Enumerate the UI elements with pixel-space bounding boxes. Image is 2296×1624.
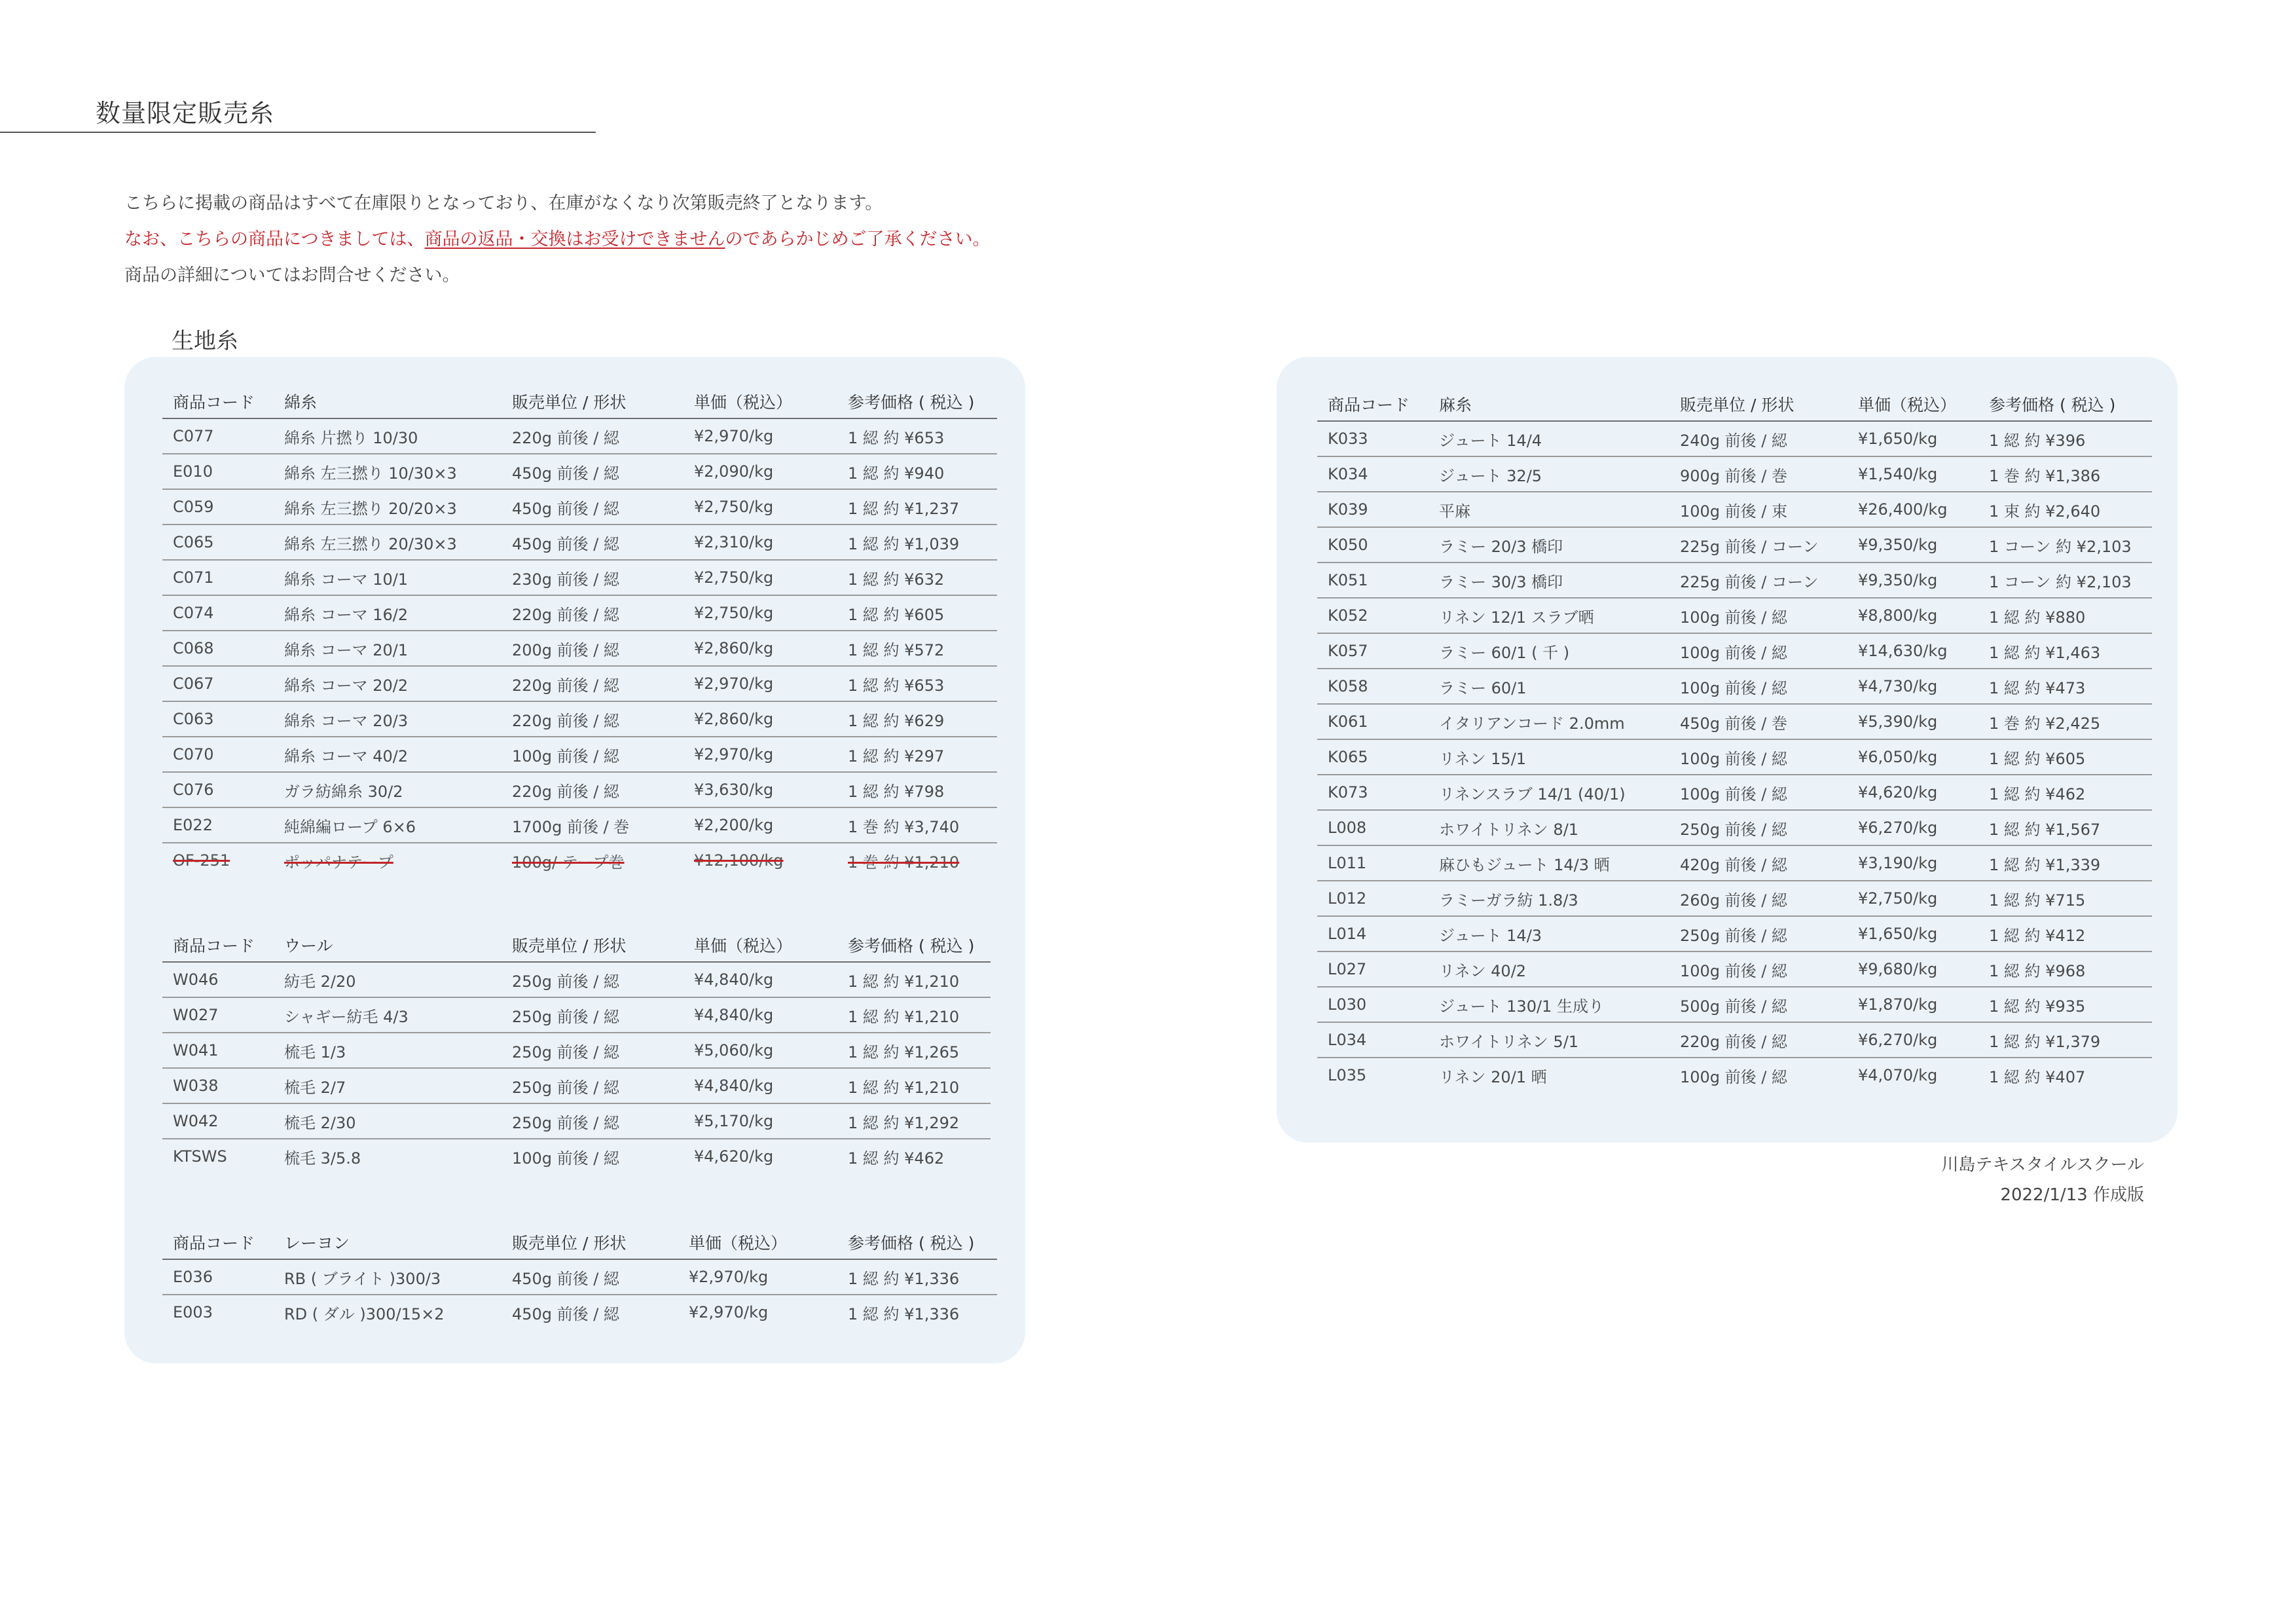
table-cell: 1 綛 約 ¥1,379 xyxy=(1978,1022,2152,1058)
column-header: 商品コード xyxy=(162,1226,274,1259)
table-cell: W038 xyxy=(162,1068,274,1103)
table-cell: 梳毛 2/30 xyxy=(274,1103,501,1139)
table-cell: ¥9,350/kg xyxy=(1848,563,1978,598)
table-row xyxy=(1317,421,2152,456)
table-row xyxy=(162,489,997,525)
column-header: 商品コード xyxy=(1317,388,1429,421)
table-cell: 240g 前後 / 綛 xyxy=(1669,421,1848,456)
table-cell: 1 綛 約 ¥798 xyxy=(837,772,997,807)
table-cell: C063 xyxy=(162,701,274,737)
table-cell: 1 綛 約 ¥715 xyxy=(1978,881,2152,916)
column-header: 販売単位 / 形状 xyxy=(501,929,683,962)
table-cell: OF-251 xyxy=(173,851,230,870)
table-row xyxy=(162,1295,997,1329)
table-row xyxy=(162,772,997,807)
table-cell: 1 綛 約 ¥1,265 xyxy=(837,1033,991,1068)
table-cell: 綿糸 コーマ 20/3 xyxy=(274,701,501,737)
table-cell: ¥2,860/kg xyxy=(683,701,837,737)
table-cell: 綿糸 左三撚り 10/30×3 xyxy=(274,454,501,489)
table-cell: ジュート 130/1 生成り xyxy=(1429,987,1669,1022)
table-row xyxy=(162,1259,997,1295)
column-header: 商品コード xyxy=(162,929,274,962)
table-cell: L011 xyxy=(1317,845,1429,881)
table-cell: リネン 15/1 xyxy=(1429,739,1669,775)
table-cell: ジュート 32/5 xyxy=(1429,456,1669,492)
notice-line-2-pre: なお、こちらの商品につきましては、 xyxy=(124,229,425,249)
table-cell: 梳毛 2/7 xyxy=(274,1068,501,1103)
table-cell: 220g 前後 / 綛 xyxy=(501,701,683,737)
table-cell: 100g 前後 / 綛 xyxy=(1669,951,1848,987)
table-row xyxy=(162,962,991,997)
notice-no-returns: 商品の返品・交換はお受けできません xyxy=(424,229,725,249)
table-cell: 1 束 約 ¥2,640 xyxy=(1978,492,2152,527)
table-cell: ¥6,050/kg xyxy=(1848,739,1978,775)
table-cell: 1 綛 約 ¥1,210 xyxy=(837,997,991,1033)
table-cell: 260g 前後 / 綛 xyxy=(1669,881,1848,916)
table-cell: ¥5,170/kg xyxy=(683,1103,837,1139)
table-cell: E022 xyxy=(162,807,274,843)
table-cell: ¥5,390/kg xyxy=(1848,704,1978,739)
table-cell: E003 xyxy=(173,1303,213,1321)
table-cell: K065 xyxy=(1317,739,1429,775)
table-row xyxy=(162,1033,991,1068)
table-cell: E010 xyxy=(162,454,274,489)
table-cell: ジュート 14/4 xyxy=(1429,421,1669,456)
table-cell: 綿糸 コーマ 20/2 xyxy=(274,666,501,701)
notice-line-1: こちらに掲載の商品はすべて在庫限りとなっており、在庫がなくなり次第販売終了となります。 xyxy=(124,193,883,213)
table-cell: 1 綛 約 ¥412 xyxy=(1978,916,2152,951)
table-cell: ¥12,100/kg xyxy=(694,851,784,870)
table-cell: ¥1,540/kg xyxy=(1848,456,1978,492)
table-cell: 1 綛 約 ¥1,039 xyxy=(837,525,997,560)
table-row xyxy=(162,666,997,701)
table-cell: ¥2,750/kg xyxy=(683,595,837,631)
column-header: レーヨン xyxy=(274,1226,501,1259)
table-cell: 450g 前後 / 綛 xyxy=(501,489,683,525)
table-cell: 225g 前後 / コーン xyxy=(1669,563,1848,598)
table-cell: 1 綛 約 ¥629 xyxy=(837,701,997,737)
table-row xyxy=(162,737,997,772)
table-cell: 1 綛 約 ¥1,210 xyxy=(837,962,991,997)
table-cell: 220g 前後 / 綛 xyxy=(1669,1022,1848,1058)
table-cell: C077 xyxy=(162,418,274,454)
table-row xyxy=(162,843,997,877)
table-cell: ¥2,970/kg xyxy=(689,1303,769,1321)
table-cell: 1 巻 約 ¥2,425 xyxy=(1978,704,2152,739)
table-row xyxy=(1317,492,2152,527)
table-cell: ¥6,270/kg xyxy=(1848,1022,1978,1058)
table-cell: 1 綛 約 ¥880 xyxy=(1978,598,2152,633)
table-cell: 250g 前後 / 綛 xyxy=(501,962,683,997)
table-cell: ¥8,800/kg xyxy=(1848,598,1978,633)
table-cell: ¥4,840/kg xyxy=(683,997,837,1033)
table-cell: K061 xyxy=(1317,704,1429,739)
table-cell: KTSWS xyxy=(173,1147,227,1166)
table-cell: 1 綛 約 ¥473 xyxy=(1978,669,2152,704)
table-cell: 250g 前後 / 綛 xyxy=(1669,916,1848,951)
table-cell: 1 綛 約 ¥940 xyxy=(837,454,997,489)
column-header: 参考価格 ( 税込 ) xyxy=(837,929,991,962)
table-cell: ¥2,970/kg xyxy=(683,418,837,454)
notice-block xyxy=(124,185,990,293)
table-cell: L027 xyxy=(1317,951,1429,987)
table-cell: C059 xyxy=(162,489,274,525)
table-cell: E036 xyxy=(162,1259,274,1295)
table-cell: ¥2,860/kg xyxy=(683,631,837,666)
table-cell: RB ( ブライト )300/3 xyxy=(274,1259,501,1295)
table-cell: ¥2,970/kg xyxy=(683,666,837,701)
table-cell: 250g 前後 / 綛 xyxy=(501,997,683,1033)
table-header-row xyxy=(162,385,997,418)
table-cell: W046 xyxy=(162,962,274,997)
table-cell: ¥2,750/kg xyxy=(1848,881,1978,916)
table-cell: 100g/ テープ巻 xyxy=(512,853,625,872)
table-header-row xyxy=(162,1226,997,1259)
table-cell: 1 綛 約 ¥968 xyxy=(1978,951,2152,987)
table-cell: 1 綛 約 ¥1,336 xyxy=(837,1259,997,1295)
table-cell: ¥6,270/kg xyxy=(1848,810,1978,845)
table-row xyxy=(162,418,997,454)
table-cell: ¥5,060/kg xyxy=(683,1033,837,1068)
column-header: ウール xyxy=(274,929,501,962)
table-cell: 綿糸 片撚り 10/30 xyxy=(274,418,501,454)
table-cell: ¥4,840/kg xyxy=(683,1068,837,1103)
table-cell: ¥1,870/kg xyxy=(1848,987,1978,1022)
table-cell: 1 綛 約 ¥462 xyxy=(848,1149,945,1168)
table-cell: ¥9,680/kg xyxy=(1848,951,1978,987)
table-cell: ¥2,200/kg xyxy=(683,807,837,843)
table-cell: RD ( ダル )300/15×2 xyxy=(284,1304,445,1323)
table-header-row xyxy=(162,929,991,962)
table-cell: 1 綛 約 ¥605 xyxy=(1978,739,2152,775)
table-cell: リネンスラブ 14/1 (40/1) xyxy=(1429,775,1669,810)
table-cell: ¥4,730/kg xyxy=(1848,669,1978,704)
hemp-yarn-table xyxy=(1317,388,2152,1092)
table-cell: ¥4,620/kg xyxy=(694,1147,774,1166)
footer-org: 川島テキスタイルスクール xyxy=(1941,1155,2144,1175)
table-cell: シャギー紡毛 4/3 xyxy=(274,997,501,1033)
table-row xyxy=(162,454,997,489)
footer-date: 2022/1/13 作成版 xyxy=(2000,1185,2144,1205)
table-cell: K057 xyxy=(1317,633,1429,669)
section-title: 生地糸 xyxy=(172,328,238,354)
column-header: 参考価格 ( 税込 ) xyxy=(1978,388,2152,421)
table-cell: 梳毛 1/3 xyxy=(274,1033,501,1068)
column-header: 販売単位 / 形状 xyxy=(1669,388,1848,421)
table-cell: ジュート 14/3 xyxy=(1429,916,1669,951)
table-cell: ラミー 30/3 橋印 xyxy=(1429,563,1669,598)
table-cell: 綿糸 コーマ 10/1 xyxy=(274,560,501,595)
table-cell: 綿糸 コーマ 16/2 xyxy=(274,595,501,631)
table-cell: ¥2,310/kg xyxy=(683,525,837,560)
notice-line-2-post: のであらかじめご了承ください。 xyxy=(725,229,991,249)
table-cell: ラミーガラ紡 1.8/3 xyxy=(1429,881,1669,916)
table-cell: ¥4,070/kg xyxy=(1858,1066,1938,1084)
table-cell: C076 xyxy=(162,772,274,807)
column-header: 商品コード xyxy=(162,385,274,418)
table-row xyxy=(162,1103,991,1139)
table-row xyxy=(1317,527,2152,563)
table-cell: ¥2,970/kg xyxy=(678,1259,837,1295)
table-row xyxy=(1317,881,2152,916)
table-cell: 1 綛 約 ¥1,336 xyxy=(848,1304,960,1323)
table-cell: 100g 前後 / 束 xyxy=(1669,492,1848,527)
table-row xyxy=(1317,598,2152,633)
table-cell: 1 綛 約 ¥1,339 xyxy=(1978,845,2152,881)
column-header: 綿糸 xyxy=(274,385,501,418)
table-row xyxy=(1317,845,2152,881)
table-cell: 1 綛 約 ¥632 xyxy=(837,560,997,595)
table-cell: 1 綛 約 ¥297 xyxy=(837,737,997,772)
table-cell: 450g 前後 / 綛 xyxy=(501,1259,678,1295)
table-cell: 100g 前後 / 綛 xyxy=(1669,669,1848,704)
table-cell: C065 xyxy=(162,525,274,560)
table-row xyxy=(162,807,997,843)
table-cell: リネン 20/1 晒 xyxy=(1439,1067,1547,1086)
table-cell: L008 xyxy=(1317,810,1429,845)
column-header: 単価（税込） xyxy=(683,385,837,418)
table-cell: 1 巻 約 ¥1,386 xyxy=(1978,456,2152,492)
table-cell: K033 xyxy=(1317,421,1429,456)
table-cell: 1 綛 約 ¥653 xyxy=(837,666,997,701)
table-cell: 230g 前後 / 綛 xyxy=(501,560,683,595)
table-cell: 220g 前後 / 綛 xyxy=(501,666,683,701)
table-row xyxy=(162,525,997,560)
table-cell: 250g 前後 / 綛 xyxy=(1669,810,1848,845)
table-row xyxy=(1317,810,2152,845)
table-cell: 200g 前後 / 綛 xyxy=(501,631,683,666)
table-cell: 450g 前後 / 綛 xyxy=(501,454,683,489)
table-cell: ラミー 60/1 ( 千 ) xyxy=(1429,633,1669,669)
table-cell: 1 綛 約 ¥605 xyxy=(837,595,997,631)
cotton-yarn-table xyxy=(162,385,997,877)
table-cell: 1 巻 約 ¥1,210 xyxy=(848,853,960,872)
table-cell: 100g 前後 / 綛 xyxy=(1669,633,1848,669)
column-header: 販売単位 / 形状 xyxy=(501,385,683,418)
table-cell: C074 xyxy=(162,595,274,631)
table-cell: ラミー 60/1 xyxy=(1429,669,1669,704)
table-cell: 1 綛 約 ¥462 xyxy=(1978,775,2152,810)
table-cell: ホワイトリネン 8/1 xyxy=(1429,810,1669,845)
table-cell: ¥14,630/kg xyxy=(1848,633,1978,669)
table-row xyxy=(1317,775,2152,810)
table-cell: ¥1,650/kg xyxy=(1848,421,1978,456)
column-header: 参考価格 ( 税込 ) xyxy=(837,385,997,418)
table-cell: 1 綛 約 ¥935 xyxy=(1978,987,2152,1022)
table-cell: K039 xyxy=(1317,492,1429,527)
table-row xyxy=(162,1139,991,1173)
table-cell: 450g 前後 / 綛 xyxy=(501,525,683,560)
table-cell: L030 xyxy=(1317,987,1429,1022)
table-cell: 220g 前後 / 綛 xyxy=(501,772,683,807)
table-cell: C070 xyxy=(162,737,274,772)
table-cell: ¥9,350/kg xyxy=(1848,527,1978,563)
table-row xyxy=(1317,1022,2152,1058)
column-header: 参考価格 ( 税込 ) xyxy=(837,1226,997,1259)
table-cell: 1 綛 約 ¥1,567 xyxy=(1978,810,2152,845)
table-cell: ホワイトリネン 5/1 xyxy=(1429,1022,1669,1058)
table-cell: K051 xyxy=(1317,563,1429,598)
table-cell: 100g 前後 / 綛 xyxy=(1680,1067,1788,1086)
table-cell: リネン 40/2 xyxy=(1429,951,1669,987)
table-row xyxy=(1317,739,2152,775)
table-cell: C068 xyxy=(162,631,274,666)
table-row xyxy=(162,631,997,666)
table-row xyxy=(162,701,997,737)
table-cell: C071 xyxy=(162,560,274,595)
table-cell: 100g 前後 / 綛 xyxy=(512,1149,620,1168)
table-cell: ¥2,090/kg xyxy=(683,454,837,489)
table-cell: ラミー 20/3 橋印 xyxy=(1429,527,1669,563)
notice-line-3: 商品の詳細についてはお問合せください。 xyxy=(124,265,460,286)
title-divider xyxy=(0,132,596,133)
table-row xyxy=(1317,987,2152,1022)
table-cell: 1 コーン 約 ¥2,103 xyxy=(1978,527,2152,563)
table-cell: 100g 前後 / 綛 xyxy=(1669,775,1848,810)
table-cell: 250g 前後 / 綛 xyxy=(501,1068,683,1103)
column-header: 単価（税込） xyxy=(1848,388,1978,421)
table-cell: 420g 前後 / 綛 xyxy=(1669,845,1848,881)
table-cell: ¥3,630/kg xyxy=(683,772,837,807)
table-cell: 1700g 前後 / 巻 xyxy=(501,807,683,843)
table-cell: 1 綛 約 ¥1,463 xyxy=(1978,633,2152,669)
table-cell: C067 xyxy=(162,666,274,701)
table-row xyxy=(1317,951,2152,987)
table-cell: W042 xyxy=(162,1103,274,1139)
table-cell: 1 綛 約 ¥1,292 xyxy=(837,1103,991,1139)
table-cell: ¥3,190/kg xyxy=(1848,845,1978,881)
table-cell: リネン 12/1 スラブ晒 xyxy=(1429,598,1669,633)
table-cell: 純綿編ロープ 6×6 xyxy=(274,807,501,843)
table-row xyxy=(162,560,997,595)
table-cell: 250g 前後 / 綛 xyxy=(501,1103,683,1139)
table-cell: 1 綛 約 ¥396 xyxy=(1978,421,2152,456)
table-cell: K052 xyxy=(1317,598,1429,633)
table-cell: 1 綛 約 ¥572 xyxy=(837,631,997,666)
rayon-yarn-table xyxy=(162,1226,997,1329)
table-cell: 1 綛 約 ¥1,210 xyxy=(837,1068,991,1103)
table-row xyxy=(162,1068,991,1103)
table-cell: 450g 前後 / 巻 xyxy=(1669,704,1848,739)
table-row xyxy=(1317,704,2152,739)
column-header: 麻糸 xyxy=(1429,388,1669,421)
table-cell: 100g 前後 / 綛 xyxy=(1669,739,1848,775)
table-cell: K073 xyxy=(1317,775,1429,810)
table-row xyxy=(1317,456,2152,492)
page-title: 数量限定販売糸 xyxy=(96,99,275,128)
table-cell: イタリアンコード 2.0mm xyxy=(1429,704,1669,739)
table-cell: 紡毛 2/20 xyxy=(274,962,501,997)
table-cell: ポッパナテープ xyxy=(284,853,393,872)
table-cell: 220g 前後 / 綛 xyxy=(501,418,683,454)
table-cell: 平麻 xyxy=(1429,492,1669,527)
table-cell: 225g 前後 / コーン xyxy=(1669,527,1848,563)
table-cell: ¥4,840/kg xyxy=(683,962,837,997)
footer xyxy=(1941,1150,2144,1210)
table-row xyxy=(1317,916,2152,951)
table-header-row xyxy=(1317,388,2152,421)
table-cell: 1 コーン 約 ¥2,103 xyxy=(1978,563,2152,598)
table-cell: 100g 前後 / 綛 xyxy=(501,737,683,772)
table-row xyxy=(1317,1058,2152,1092)
table-cell: 100g 前後 / 綛 xyxy=(1669,598,1848,633)
table-cell: 麻ひもジュート 14/3 晒 xyxy=(1429,845,1669,881)
table-cell: K034 xyxy=(1317,456,1429,492)
table-cell: ¥4,620/kg xyxy=(1848,775,1978,810)
table-cell: L035 xyxy=(1328,1066,1367,1084)
table-cell: 450g 前後 / 綛 xyxy=(512,1304,620,1323)
table-cell: K050 xyxy=(1317,527,1429,563)
table-cell: 綿糸 左三撚り 20/30×3 xyxy=(274,525,501,560)
column-header: 販売単位 / 形状 xyxy=(501,1226,678,1259)
table-row xyxy=(1317,633,2152,669)
table-cell: ¥2,970/kg xyxy=(683,737,837,772)
table-cell: ¥26,400/kg xyxy=(1848,492,1978,527)
table-cell: W027 xyxy=(162,997,274,1033)
table-cell: ¥2,750/kg xyxy=(683,560,837,595)
table-cell: 500g 前後 / 綛 xyxy=(1669,987,1848,1022)
table-cell: 900g 前後 / 巻 xyxy=(1669,456,1848,492)
table-cell: 250g 前後 / 綛 xyxy=(501,1033,683,1068)
table-cell: 綿糸 コーマ 20/1 xyxy=(274,631,501,666)
table-cell: 1 綛 約 ¥653 xyxy=(837,418,997,454)
table-cell: 1 綛 約 ¥1,237 xyxy=(837,489,997,525)
table-row xyxy=(162,997,991,1033)
table-cell: ガラ紡綿糸 30/2 xyxy=(274,772,501,807)
column-header: 単価（税込） xyxy=(678,1226,837,1259)
notice-line-2 xyxy=(124,221,990,257)
table-cell: 220g 前後 / 綛 xyxy=(501,595,683,631)
table-cell: L012 xyxy=(1317,881,1429,916)
table-cell: ¥1,650/kg xyxy=(1848,916,1978,951)
table-cell: ¥2,750/kg xyxy=(683,489,837,525)
table-row xyxy=(162,595,997,631)
table-cell: W041 xyxy=(162,1033,274,1068)
table-cell: 1 綛 約 ¥407 xyxy=(1989,1067,2086,1086)
column-header: 単価（税込） xyxy=(683,929,837,962)
table-cell: 1 巻 約 ¥3,740 xyxy=(837,807,997,843)
table-cell: K058 xyxy=(1317,669,1429,704)
table-cell: 綿糸 左三撚り 20/20×3 xyxy=(274,489,501,525)
wool-yarn-table xyxy=(162,929,991,1173)
table-cell: L014 xyxy=(1317,916,1429,951)
table-cell: L034 xyxy=(1317,1022,1429,1058)
table-cell: 梳毛 3/5.8 xyxy=(284,1149,361,1168)
table-row xyxy=(1317,669,2152,704)
table-row xyxy=(1317,563,2152,598)
table-cell: 綿糸 コーマ 40/2 xyxy=(274,737,501,772)
